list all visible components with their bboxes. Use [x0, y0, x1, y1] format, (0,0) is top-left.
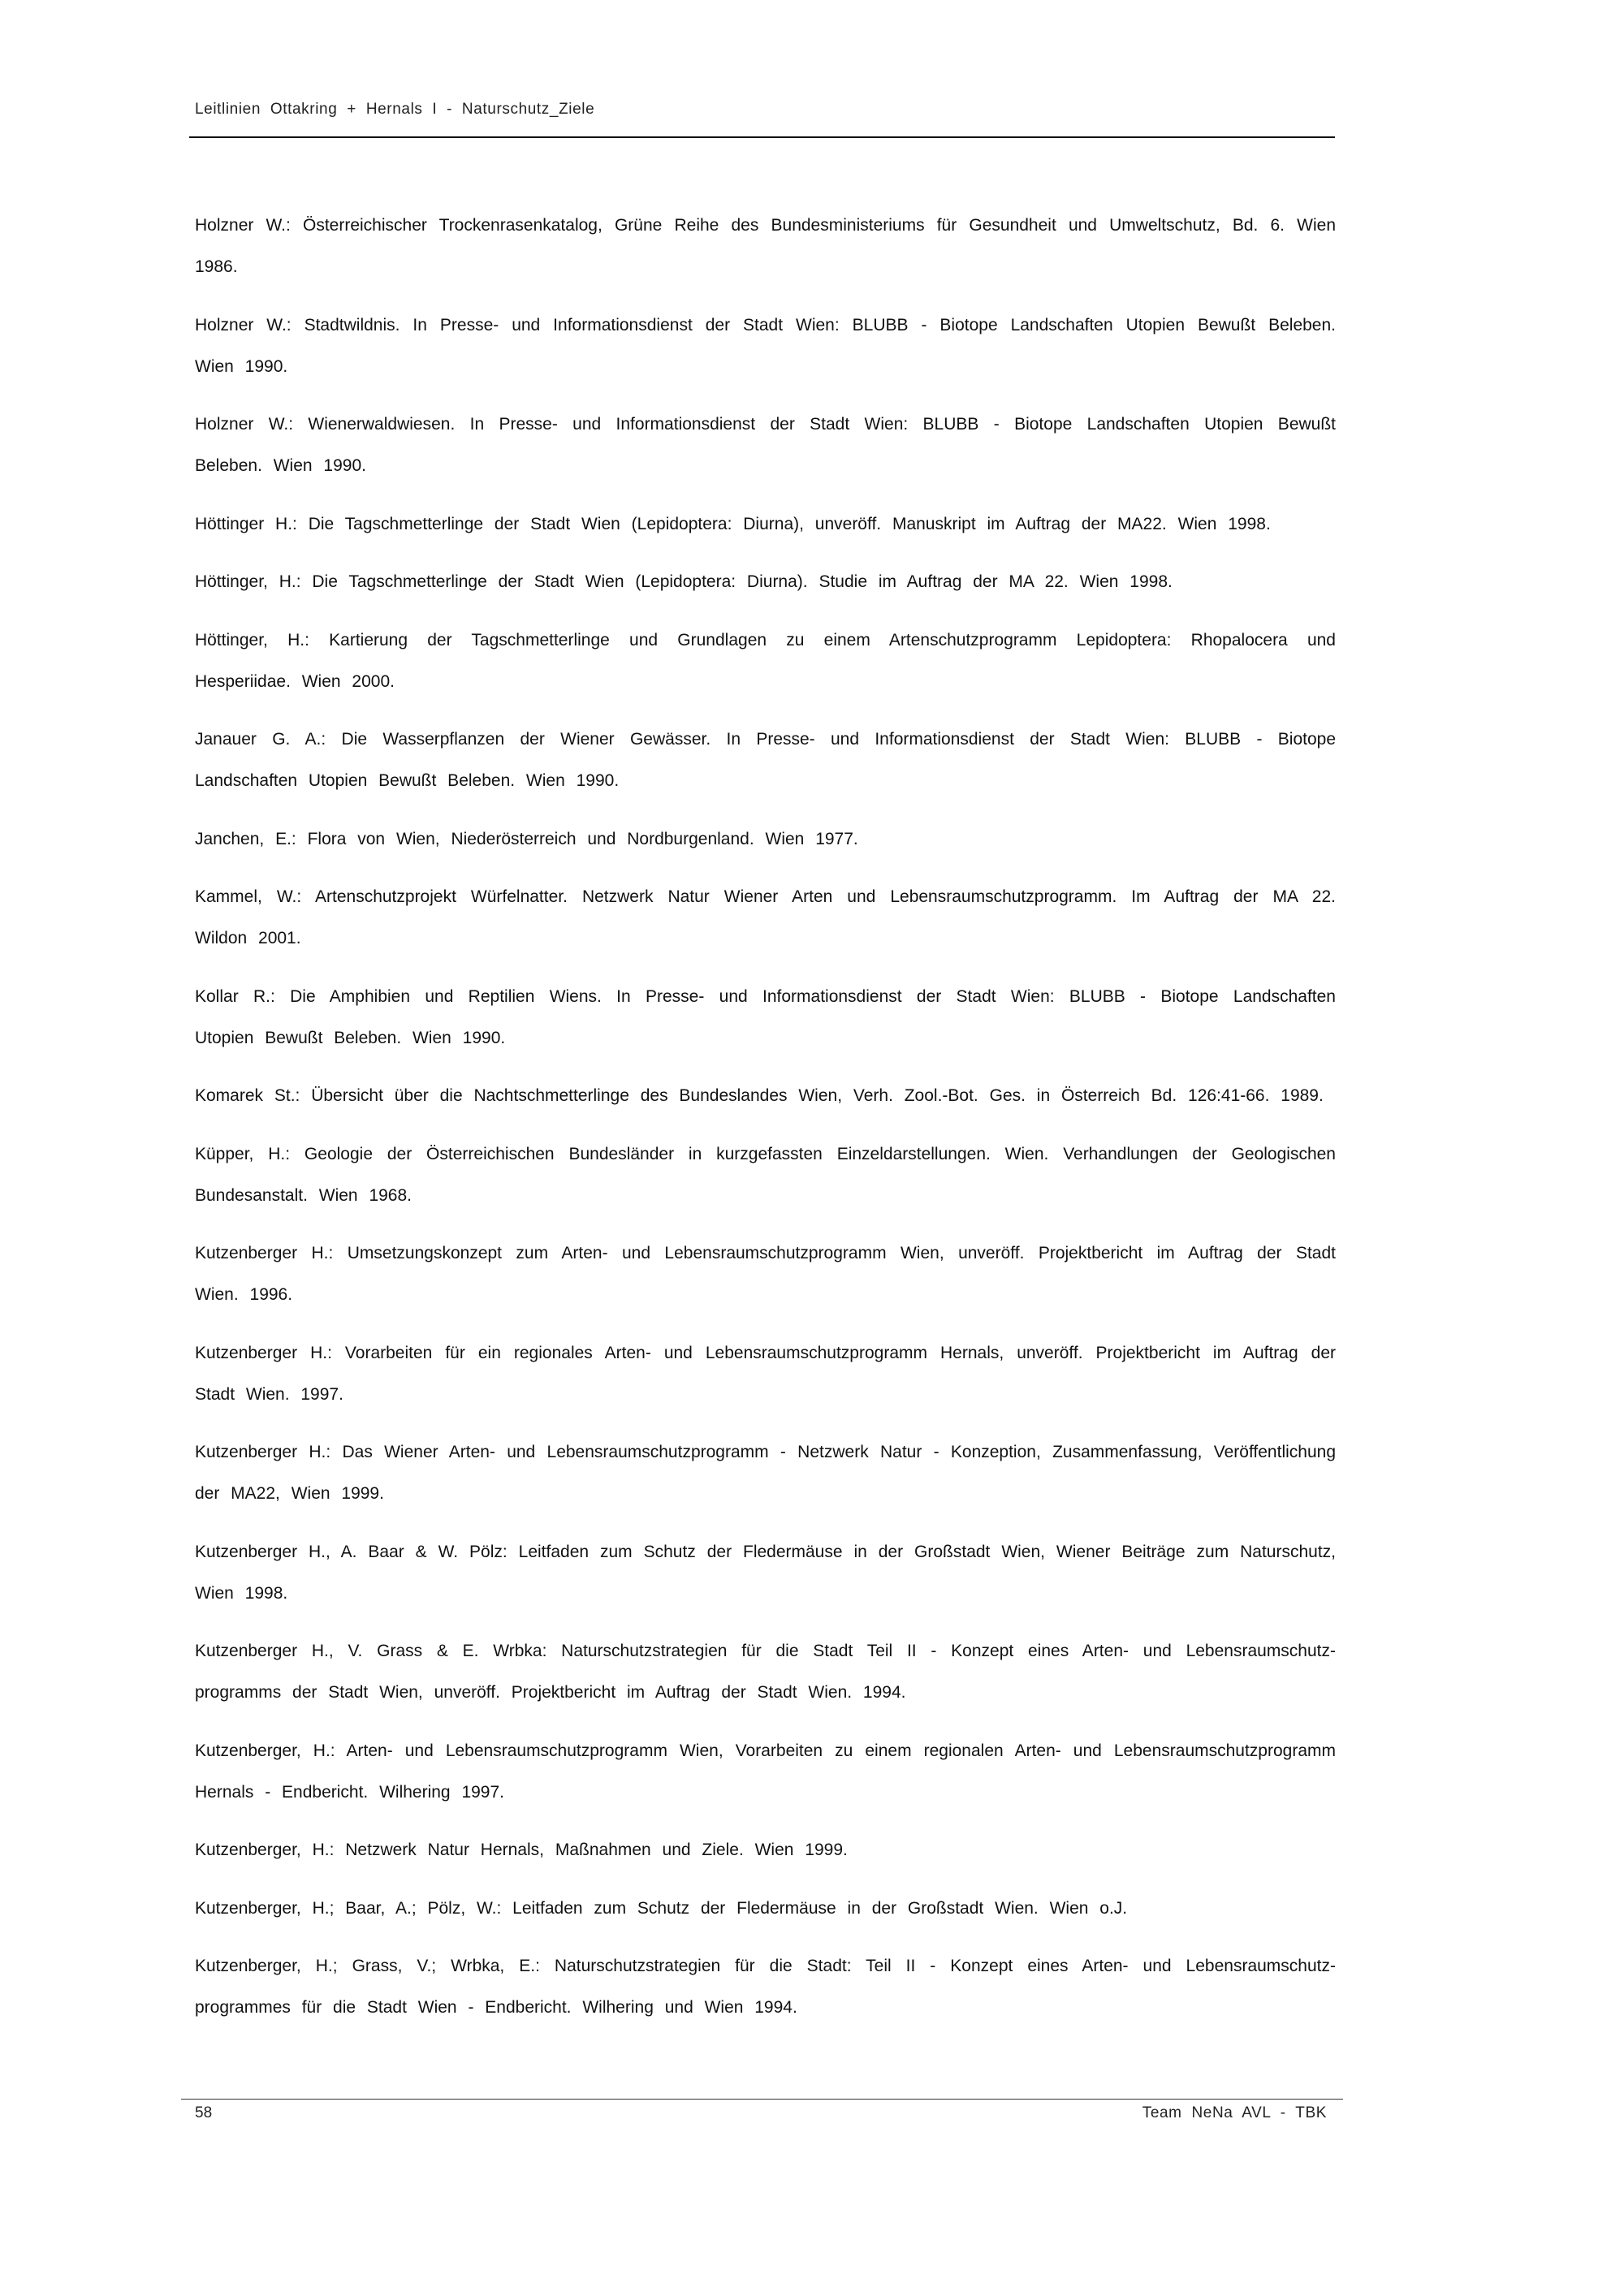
reference-entry: Holzner W.: Stadtwildnis. In Presse- und Informationsdienst der Stadt Wien: BLUBB - Biotope Landschaften Utopien Bewußt Beleben. Wien 1990. [195, 315, 1336, 376]
footer-divider [181, 2099, 1343, 2100]
reference-entry: Kutzenberger H.: Vorarbeiten für ein regionales Arten- und Lebensraumschutzprogramm Hernals, unveröff. Projektbericht im Auftrag der Stadt Wien. 1997. [195, 1343, 1336, 1404]
running-header: Leitlinien Ottakring + Hernals I - Naturschutz_Ziele [195, 101, 595, 118]
header-divider [189, 136, 1335, 138]
footer-team-label: Team NeNa AVL - TBK [1142, 2104, 1327, 2121]
reference-entry: Kutzenberger, H.; Grass, V.; Wrbka, E.: Naturschutzstrategien für die Stadt: Teil II - Konzept eines Arten- und Lebensraumschutzprogrammes für die Stadt Wien - Endbericht. Wilhering und Wien 1994. [195, 1957, 1336, 2017]
reference-entry: Holzner W.: Österreichischer Trockenrasenkatalog, Grüne Reihe des Bundesministeriums für Gesundheit und Umweltschutz, Bd. 6. Wien 1986. [195, 216, 1336, 276]
reference-entry: Küpper, H.: Geologie der Österreichischen Bundesländer in kurzgefassten Einzeldarstellungen. Wien. Verhandlungen der Geologischen Bundesanstalt. Wien 1968. [195, 1144, 1336, 1205]
reference-entry: Höttinger H.: Die Tagschmetterlinge der Stadt Wien (Lepidoptera: Diurna), unveröff. Manuskript im Auftrag der MA22. Wien 1998. [195, 514, 1271, 533]
reference-entry: Höttinger, H.: Die Tagschmetterlinge der Stadt Wien (Lepidoptera: Diurna). Studie im Auftrag der MA 22. Wien 1998. [195, 572, 1173, 591]
reference-entry: Komarek St.: Übersicht über die Nachtschmetterlinge des Bundeslandes Wien, Verh. Zool.-Bot. Ges. in Österreich Bd. 126:41-66. 1989. [195, 1086, 1324, 1105]
reference-entry: Janauer G. A.: Die Wasserpflanzen der Wiener Gewässer. In Presse- und Informationsdienst der Stadt Wien: BLUBB - Biotope Landschaften Utopien Bewußt Beleben. Wien 1990. [195, 730, 1336, 790]
page-number: 58 [195, 2104, 213, 2121]
reference-entry: Janchen, E.: Flora von Wien, Niederösterreich und Nordburgenland. Wien 1977. [195, 829, 858, 848]
reference-entry: Kutzenberger H.: Umsetzungskonzept zum Arten- und Lebensraumschutzprogramm Wien, unveröff. Projektbericht im Auftrag der Stadt Wien. 1996. [195, 1244, 1336, 1304]
reference-entry: Kutzenberger, H.; Baar, A.; Pölz, W.: Leitfaden zum Schutz der Fledermäuse in der Großstadt Wien. Wien o.J. [195, 1898, 1128, 1918]
reference-entry: Kutzenberger, H.: Arten- und Lebensraumschutzprogramm Wien, Vorarbeiten zu einem regionalen Arten- und Lebensraumschutzprogramm Hernals - Endbericht. Wilhering 1997. [195, 1741, 1336, 1802]
reference-entry: Kutzenberger H., A. Baar & W. Pölz: Leitfaden zum Schutz der Fledermäuse in der Großstadt Wien, Wiener Beiträge zum Naturschutz, Wien 1998. [195, 1542, 1336, 1603]
bibliography-list [195, 205, 1336, 2045]
reference-entry: Kammel, W.: Artenschutzprojekt Würfelnatter. Netzwerk Natur Wiener Arten und Lebensraumschutzprogramm. Im Auftrag der MA 22. Wildon 2001. [195, 887, 1336, 947]
reference-entry: Höttinger, H.: Kartierung der Tagschmetterlinge und Grundlagen zu einem Artenschutzprogramm Lepidoptera: Rhopalocera und Hesperiidae. Wien 2000. [195, 630, 1336, 691]
reference-entry: Holzner W.: Wienerwaldwiesen. In Presse- und Informationsdienst der Stadt Wien: BLUBB - Biotope Landschaften Utopien Bewußt Beleben. Wien 1990. [195, 415, 1336, 475]
reference-entry: Kutzenberger H., V. Grass & E. Wrbka: Naturschutzstrategien für die Stadt Teil II - Konzept eines Arten- und Lebensraumschutzprogramms der Stadt Wien, unveröff. Projektbericht im Auftrag der Stadt Wien. 1994. [195, 1642, 1336, 1702]
reference-entry: Kutzenberger H.: Das Wiener Arten- und Lebensraumschutzprogramm - Netzwerk Natur - Konzeption, Zusammenfassung, Veröffentlichung der MA22, Wien 1999. [195, 1443, 1336, 1503]
reference-entry: Kollar R.: Die Amphibien und Reptilien Wiens. In Presse- und Informationsdienst der Stadt Wien: BLUBB - Biotope Landschaften Utopien Bewußt Beleben. Wien 1990. [195, 986, 1336, 1047]
reference-entry: Kutzenberger, H.: Netzwerk Natur Hernals, Maßnahmen und Ziele. Wien 1999. [195, 1841, 848, 1859]
